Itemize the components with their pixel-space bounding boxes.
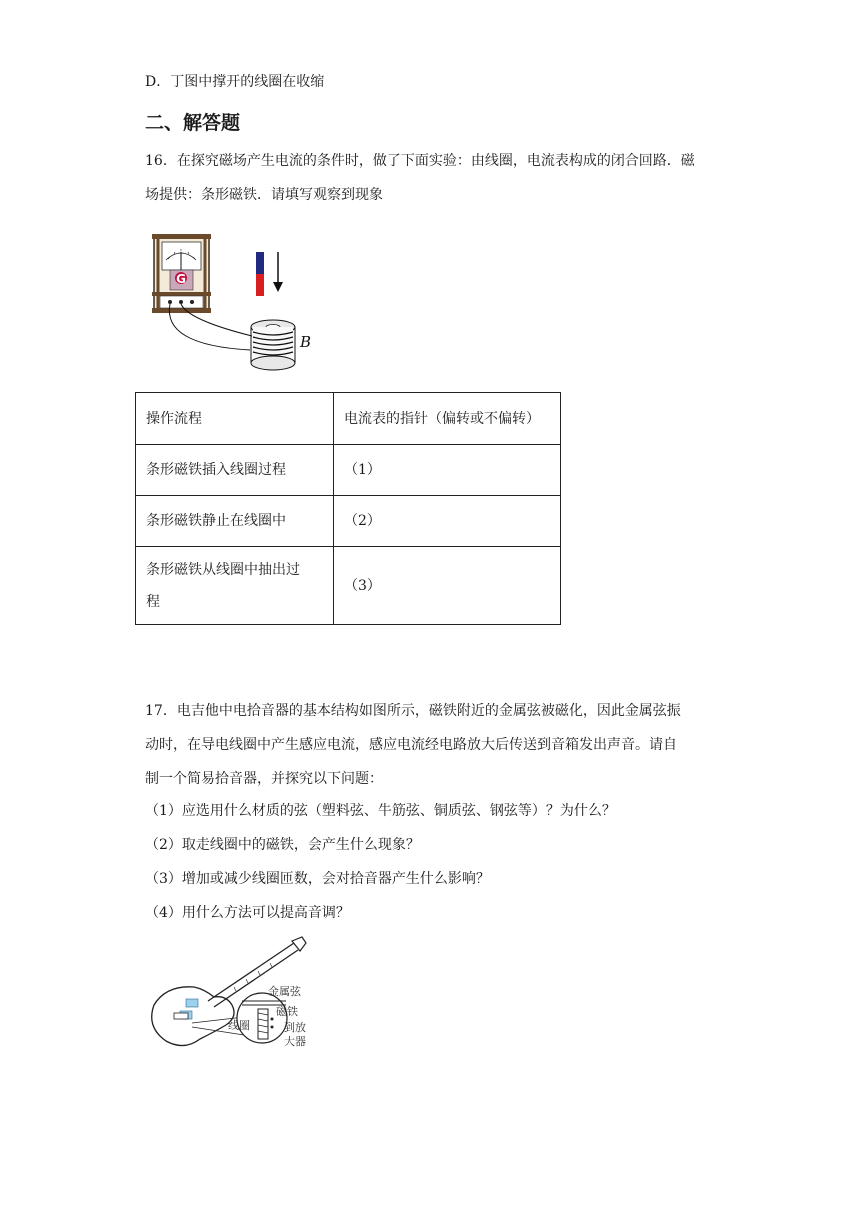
q16-text-line2: 场提供：条形磁铁．请填写观察到现象 bbox=[145, 187, 383, 203]
table-row bbox=[136, 496, 561, 547]
experiment-table bbox=[135, 392, 561, 625]
table-header-row bbox=[136, 393, 561, 445]
table-header-cell: 操作流程 bbox=[136, 393, 334, 445]
q17-sub-question-3: （3）增加或减少线圈匝数，会对拾音器产生什么影响？ bbox=[145, 871, 490, 887]
option-d: D．丁图中撑开的线圈在收缩 bbox=[145, 74, 325, 90]
q17-text-line3: 制一个简易拾音器，并探究以下问题： bbox=[145, 771, 383, 787]
q17-text-line1: 17．电吉他中电拾音器的基本结构如图所示，磁铁附近的金属弦被磁化，因此金属弦振 bbox=[145, 703, 681, 719]
q17-sub-question-2: （2）取走线圈中的磁铁，会产生什么现象？ bbox=[145, 837, 420, 853]
section-title: 二、解答题 bbox=[145, 112, 241, 134]
coil-label-b: B bbox=[300, 333, 312, 351]
q17-sub-question-1: （1）应选用什么材质的弦（塑料弦、牛筋弦、铜质弦、钢弦等）？为什么？ bbox=[145, 803, 616, 819]
table-cell-operation: 条形磁铁静止在线圈中 bbox=[136, 496, 334, 547]
label-coil: 线圈 bbox=[228, 1019, 250, 1032]
table-cell-operation-line2: 程 bbox=[146, 593, 160, 610]
q17-text-line2: 动时，在导电线圈中产生感应电流，感应电流经电路放大后传送到音箱发出声音。请自 bbox=[145, 737, 677, 753]
table-cell-operation-line1: 条形磁铁从线圈中抽出过 bbox=[146, 561, 300, 578]
q16-text-line1: 16．在探究磁场产生电流的条件时，做了下面实验：由线圈，电流表构成的闭合回路．磁 bbox=[145, 153, 695, 169]
table-cell-operation: 条形磁铁插入线圈过程 bbox=[136, 445, 334, 496]
q17-sub-question-4: （4）用什么方法可以提高音调？ bbox=[145, 905, 350, 921]
table-cell-answer: （2） bbox=[334, 496, 561, 547]
table-cell-operation bbox=[136, 547, 334, 625]
table-cell-answer: （1） bbox=[334, 445, 561, 496]
galvanometer-coil-figure bbox=[148, 230, 318, 375]
guitar-pickup-figure bbox=[146, 935, 316, 1053]
table-row bbox=[136, 547, 561, 625]
svg-text:G: G bbox=[176, 272, 186, 286]
label-metal-string: 金属弦 bbox=[268, 985, 301, 998]
table-header-cell: 电流表的指针（偏转或不偏转） bbox=[334, 393, 561, 445]
table-cell-answer: （3） bbox=[334, 547, 561, 625]
label-to-amplifier-1: 到放 bbox=[284, 1021, 306, 1034]
table-row bbox=[136, 445, 561, 496]
label-to-amplifier-2: 大器 bbox=[284, 1035, 306, 1048]
label-magnet: 磁铁 bbox=[276, 1005, 298, 1018]
